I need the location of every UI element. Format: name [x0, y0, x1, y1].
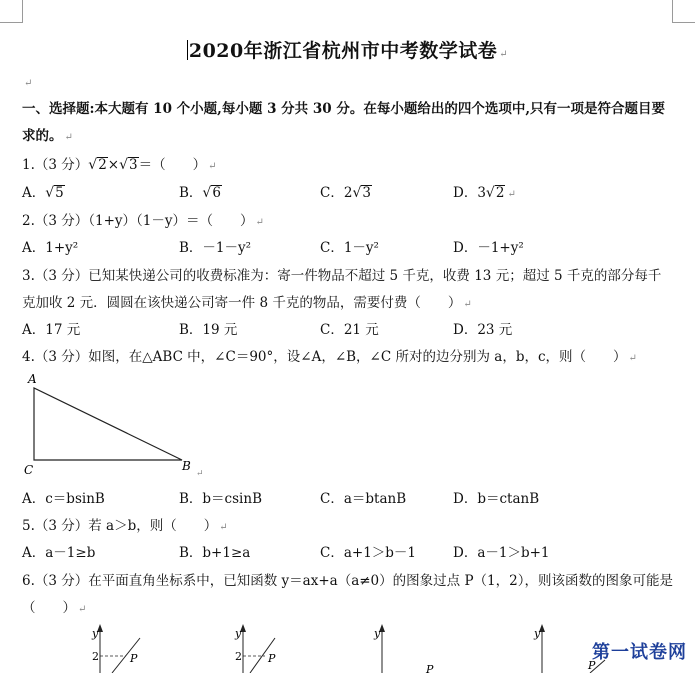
exam-title[interactable]: 2020年浙江省杭州市中考数学试卷 ↵	[188, 40, 509, 62]
question-3-stem-line1: 3.（3 分）已知某快递公司的收费标准为：寄一件物品不超过 5 千克，收费 13 元；超过 5 千克的部分每千	[22, 268, 662, 284]
q2-option-b: B．－1－y²	[179, 240, 252, 256]
question-4-stem: 4.（3 分）如图，在△ABC 中，∠C＝90°，设∠A，∠B，∠C 所对的边分别为 a，b，c，则（ ） ↵	[22, 349, 637, 365]
paragraph-mark-icon: ↵	[196, 469, 204, 479]
q5-option-d: D．a－1＞b+1	[453, 545, 550, 561]
paragraph-mark-icon: ↵	[255, 217, 264, 228]
text-cursor	[187, 40, 188, 60]
q1-option-a: A．√5	[22, 185, 64, 201]
q1-option-c: C．2√3	[320, 185, 371, 201]
triangle-abc	[34, 388, 182, 460]
svg-text:y: y	[374, 627, 381, 640]
site-watermark: 第一试卷网	[592, 642, 687, 663]
q4-option-d: D．b＝ctanB	[453, 491, 540, 507]
page-corner-mark-left	[0, 0, 23, 23]
vertex-c-label: C	[24, 463, 34, 477]
q1-radicand-1: 2	[98, 157, 107, 173]
paragraph-mark-icon: ↵	[628, 353, 637, 364]
paragraph-mark-icon: ↵	[219, 522, 228, 533]
svg-text:2: 2	[92, 650, 99, 663]
triangle-abc-figure	[22, 370, 222, 480]
q6-graph-a	[91, 624, 140, 673]
q2-option-c: C．1－y²	[320, 240, 379, 256]
paragraph-mark-icon: ↵	[64, 132, 73, 143]
q2-option-d: D．－1+y²	[453, 240, 524, 256]
q5-option-b: B．b+1≥a	[179, 545, 251, 561]
svg-text:y: y	[534, 627, 541, 640]
question-1-options	[22, 181, 682, 203]
q1-option-d: D．3√2 ↵	[453, 185, 516, 201]
svg-text:P: P	[588, 659, 596, 672]
q6-graph-options	[60, 620, 620, 673]
question-1-stem: 1.（3 分）√2×√3＝（ ） ↵	[22, 157, 217, 173]
svg-text:P: P	[426, 663, 434, 673]
question-6-stem-line2: （ ） ↵	[22, 600, 87, 616]
svg-text:2: 2	[235, 650, 242, 663]
q3-option-a: A．17 元	[22, 322, 81, 338]
q2-option-a: A．1+y²	[22, 240, 79, 256]
paragraph-mark-icon: ↵	[208, 161, 217, 172]
question-5-stem: 5.（3 分）若 a＞b，则（ ） ↵	[22, 518, 228, 534]
q3-option-b: B．19 元	[179, 322, 238, 338]
q4-option-b: B．b＝csinB	[179, 491, 262, 507]
vertex-a-label: A	[28, 372, 37, 386]
question-6-stem-line1: 6.（3 分）在平面直角坐标系中，已知函数 y＝ax+a（a≠0）的图象过点 P（1，2），则该函数的图象可能是	[22, 573, 673, 589]
svg-text:P: P	[268, 652, 276, 665]
q4-option-a: A．c＝bsinB	[22, 491, 105, 507]
question-3-stem-line2: 克加收 2 元．圆圆在该快递公司寄一件 8 千克的物品，需要付费（ ） ↵	[22, 295, 472, 311]
empty-paragraph	[22, 74, 32, 90]
paragraph-mark-icon: ↵	[24, 78, 33, 89]
question-2-stem: 2.（3 分）（1+y）（1－y）＝（ ） ↵	[22, 213, 264, 229]
question-2-options	[22, 236, 682, 258]
question-3-options	[22, 318, 682, 340]
svg-text:y: y	[92, 627, 99, 640]
q6-graph-b	[234, 624, 276, 673]
section-heading-line1: 一、选择题:本大题有 10 个小题,每小题 3 分共 30 分。在每小题给出的四个选项中,只有一项是符合题目要	[22, 101, 666, 117]
q1-radicand-2: 3	[129, 157, 138, 173]
paragraph-mark-icon: ↵	[499, 49, 509, 60]
q3-option-c: C．21 元	[320, 322, 379, 338]
section-heading-line2: 求的。 ↵	[22, 128, 73, 144]
page-corner-mark-right	[672, 0, 695, 23]
vertex-b-label: B	[182, 459, 191, 473]
q4-option-c: C．a＝btanB	[320, 491, 407, 507]
q5-option-a: A．a－1≥b	[22, 545, 96, 561]
q6-graph-c	[373, 624, 434, 673]
q3-option-d: D．23 元	[453, 322, 513, 338]
paragraph-mark-icon: ↵	[463, 299, 472, 310]
question-5-options	[22, 541, 682, 563]
q5-option-c: C．a+1＞b－1	[320, 545, 417, 561]
question-4-options	[22, 487, 682, 509]
paragraph-mark-icon: ↵	[78, 604, 87, 615]
svg-text:y: y	[235, 627, 242, 640]
svg-text:P: P	[130, 652, 138, 665]
paragraph-mark-icon: ↵	[507, 189, 516, 200]
q1-option-b: B．√6	[179, 185, 221, 201]
